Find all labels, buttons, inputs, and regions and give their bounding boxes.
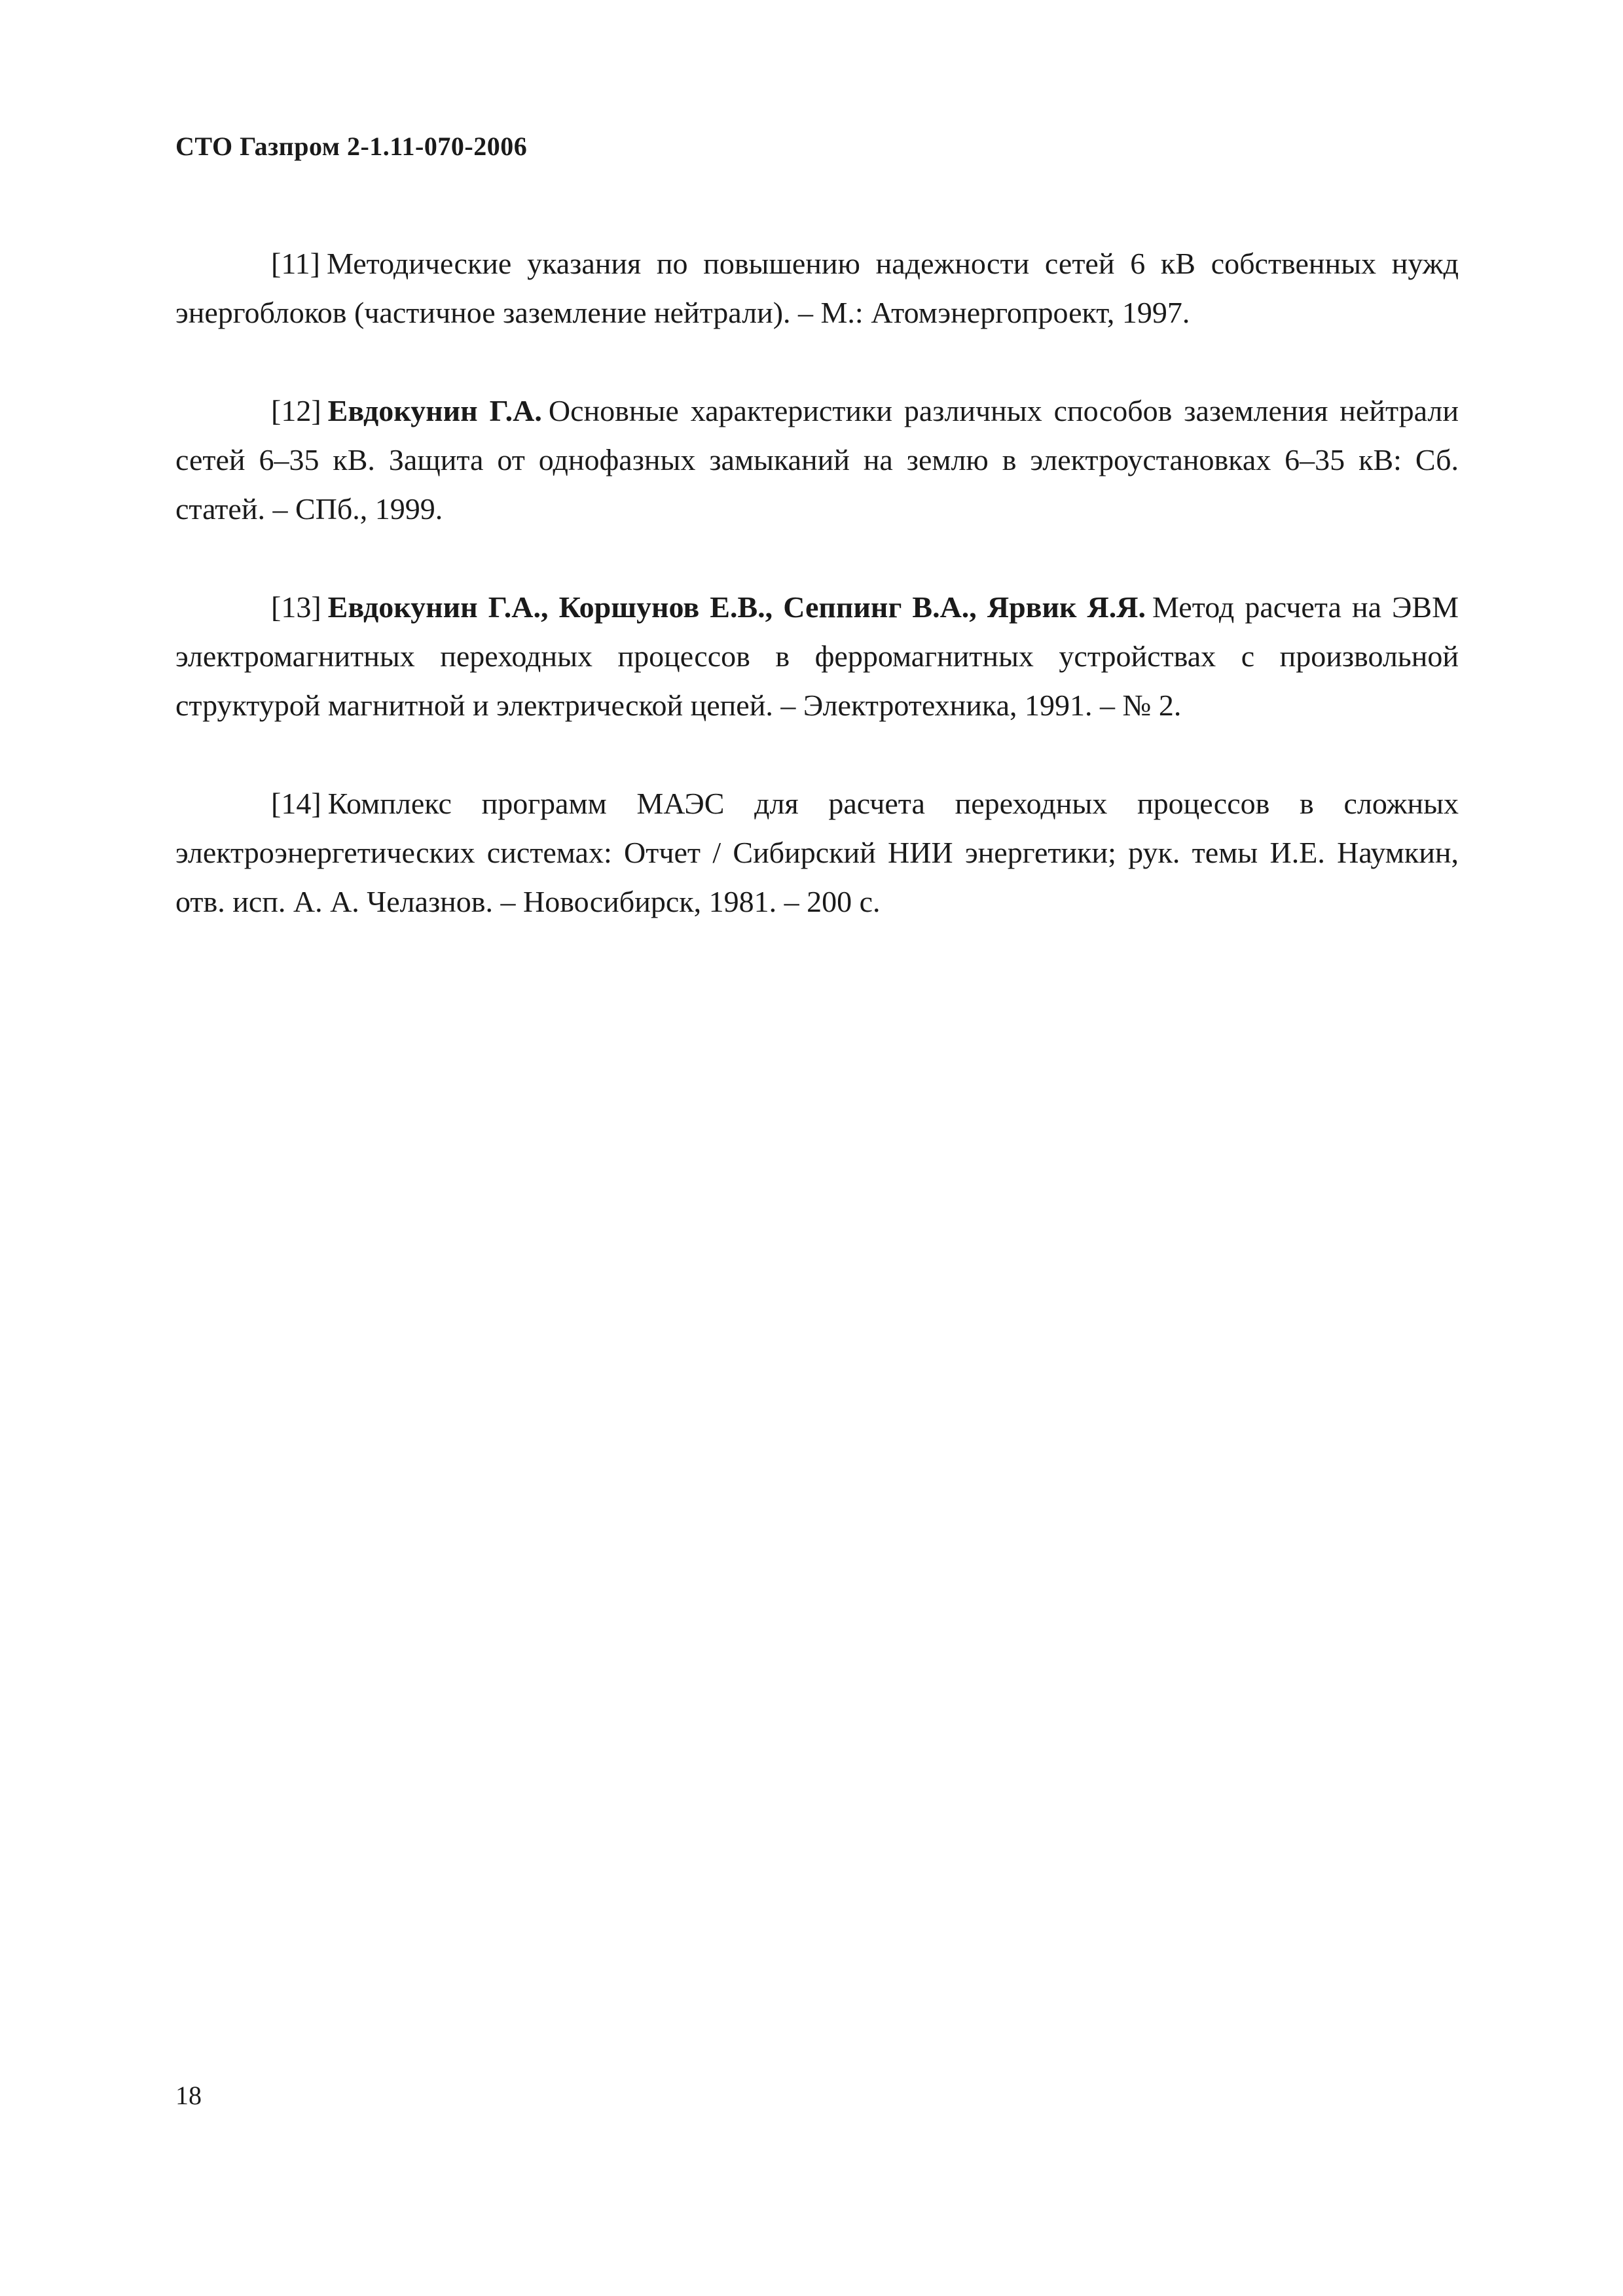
reference-text: Основные характеристики различных способов заземления нейтрали сетей 6–35 кВ. Защита от однофазных замыканий на землю в электроустановках 6–35 кВ: Сб. статей. – СПб., 1999. <box>175 394 1459 526</box>
reference-item-11 <box>175 239 1459 337</box>
reference-text: Методические указания по повышению надежности сетей 6 кВ собственных нужд энергоблоков (частичное заземление нейтрали). – М.: Атомэнергопроект, 1997. <box>175 247 1459 329</box>
reference-authors: Евдокунин Г.А., Коршунов Е.В., Сеппинг В.А., Ярвик Я.Я. <box>327 590 1146 624</box>
reference-list <box>175 239 1459 975</box>
reference-item-14 <box>175 779 1459 926</box>
reference-number: [12] <box>271 394 321 427</box>
reference-authors: Евдокунин Г.А. <box>327 394 542 427</box>
reference-number: [11] <box>271 247 320 280</box>
reference-item-12 <box>175 386 1459 533</box>
reference-text: Комплекс программ МАЭС для расчета переходных процессов в сложных электроэнергетических системах: Отчет / Сибирский НИИ энергетики; рук. темы И.Е. Наумкин, отв. исп. А. А. Челазнов. – Новосибирск, 1981. – 200 с. <box>175 787 1459 918</box>
reference-number: [13] <box>271 590 321 624</box>
document-code-header: СТО Газпром 2-1.11-070-2006 <box>175 132 528 161</box>
reference-item-13 <box>175 583 1459 730</box>
page-number: 18 <box>175 2081 202 2110</box>
reference-text: Метод расчета на ЭВМ электромагнитных переходных процессов в ферромагнитных устройствах с произвольной структурой магнитной и электрической цепей. – Электротехника, 1991. – № 2. <box>175 590 1459 722</box>
reference-number: [14] <box>271 787 321 820</box>
